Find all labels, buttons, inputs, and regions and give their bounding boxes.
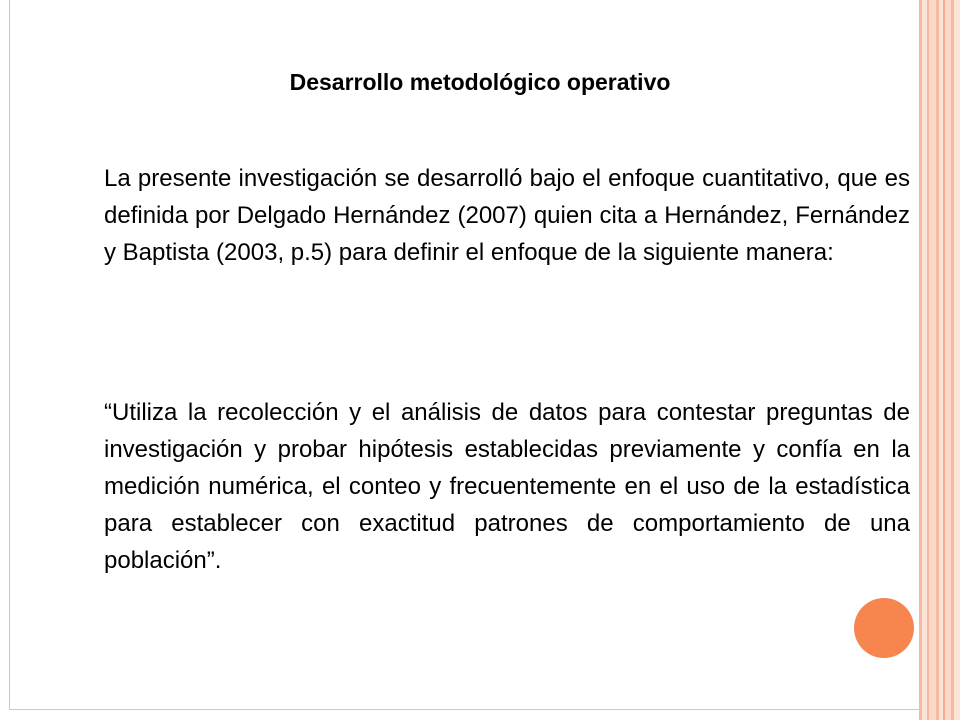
slide-title: Desarrollo metodológico operativo <box>289 69 671 95</box>
frame-bottom-border <box>9 709 920 710</box>
body-paragraph-quote: “Utiliza la recolección y el análisis de datos para contestar preguntas de investigación y probar hipótesis establecidas previamente y confía en la medición numérica, el conteo y frecuentemente en el uso de la estadística para establecer con exactitud patrones de comportamiento de una población”. <box>104 399 910 574</box>
body-paragraph-intro: La presente investigación se desarrolló bajo el enfoque cuantitativo, que es definida por Delgado Hernández (2007) quien cita a Hernández, Fernández y Baptista (2003, p.5) para definir el enfoque de la siguiente manera: <box>104 165 910 266</box>
stripe <box>929 0 936 720</box>
stripe <box>954 0 960 720</box>
right-stripes-decoration <box>919 0 960 720</box>
frame-left-border <box>9 0 10 709</box>
circle-decoration-icon <box>854 598 914 658</box>
